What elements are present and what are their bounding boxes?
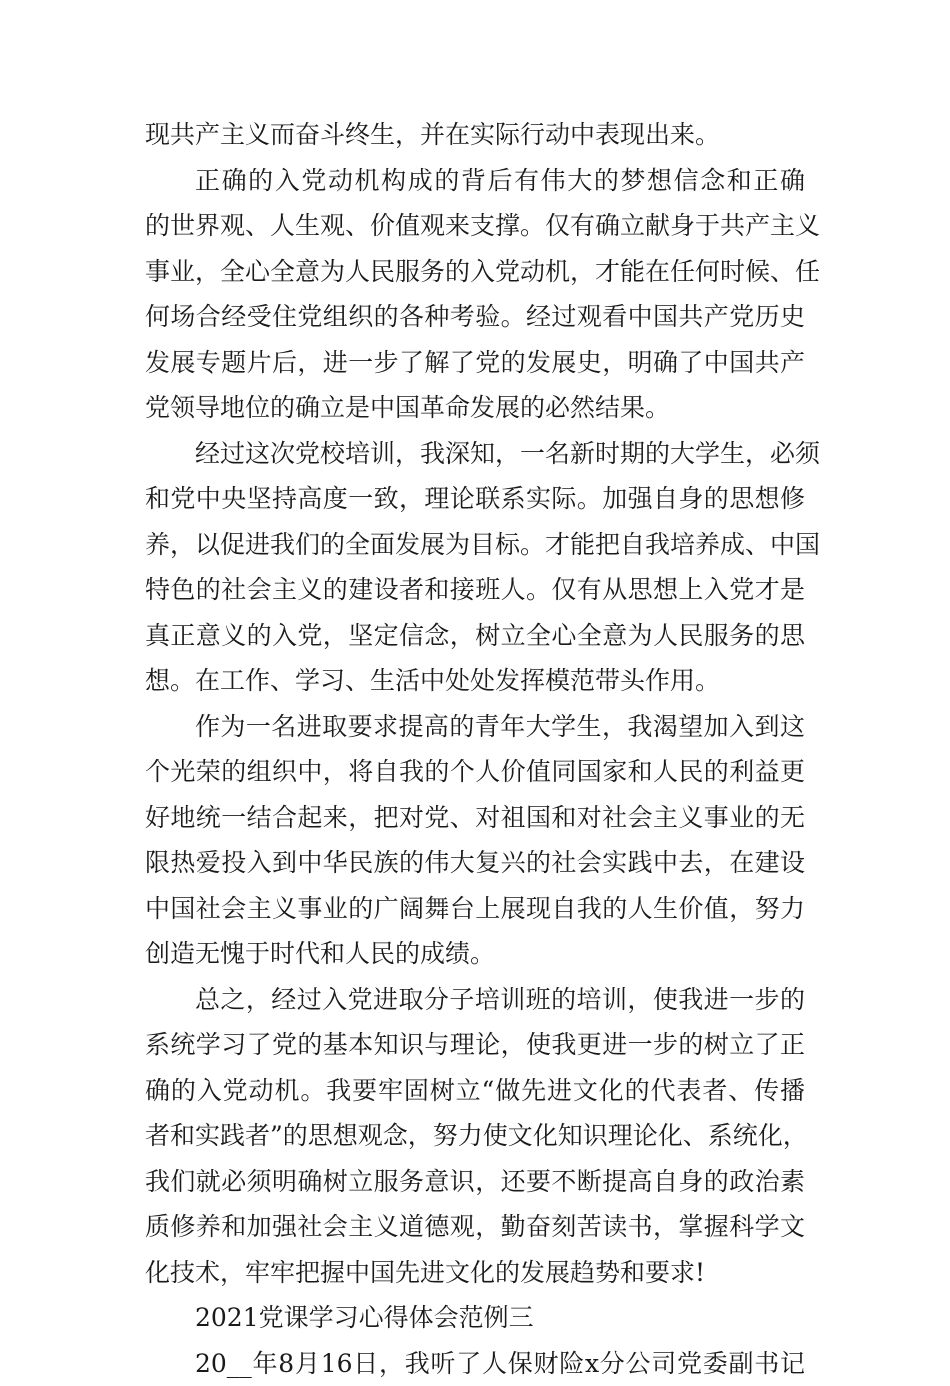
paragraph-training <box>145 431 805 704</box>
text-line: 确的入党动机。我要牢固树立“做先进文化的代表者、传播 <box>145 1068 805 1114</box>
text-line: 养，以促进我们的全面发展为目标。才能把自我培养成、中国 <box>145 522 805 568</box>
text-line: 作为一名进取要求提高的青年大学生，我渴望加入到这 <box>145 704 805 750</box>
text-line: 化技术，牢牢把握中国先进文化的发展趋势和要求! <box>145 1250 805 1296</box>
text-line: 20__年8月16日，我听了人保财险x分公司党委副书记 <box>145 1341 805 1386</box>
text-line: 好地统一结合起来，把对党、对祖国和对社会主义事业的无 <box>145 795 805 841</box>
paragraph-summary <box>145 977 805 1296</box>
text-line: 党领导地位的确立是中国革命发展的必然结果。 <box>145 385 805 431</box>
paragraph-continuation <box>145 112 805 158</box>
text-line: 正确的入党动机构成的背后有伟大的梦想信念和正确 <box>145 158 805 204</box>
text-line: 我们就必须明确树立服务意识，还要不断提高自身的政治素 <box>145 1159 805 1205</box>
text-line: 事业，全心全意为人民服务的入党动机，才能在任何时候、任 <box>145 249 805 295</box>
text-line: 个光荣的组织中，将自我的个人价值同国家和人民的利益更 <box>145 749 805 795</box>
text-line: 限热爱投入到中华民族的伟大复兴的社会实践中去，在建设 <box>145 840 805 886</box>
text-line: 特色的社会主义的建设者和接班人。仅有从思想上入党才是 <box>145 567 805 613</box>
text-line: 者和实践者”的思想观念，努力使文化知识理论化、系统化， <box>145 1113 805 1159</box>
text-line: 经过这次党校培训，我深知，一名新时期的大学生，必须 <box>145 431 805 477</box>
text-line: 总之，经过入党进取分子培训班的培训，使我进一步的 <box>145 977 805 1023</box>
text-line: 质修养和加强社会主义道德观，勤奋刻苦读书，掌握科学文 <box>145 1204 805 1250</box>
subheading-text: 2021党课学习心得体会范例三 <box>195 1295 805 1341</box>
text-line: 和党中央坚持高度一致，理论联系实际。加强自身的思想修 <box>145 476 805 522</box>
section-subheading <box>145 1295 805 1341</box>
text-line: 想。在工作、学习、生活中处处发挥模范带头作用。 <box>145 658 805 704</box>
paragraph-aspiration <box>145 704 805 977</box>
text-line: 现共产主义而奋斗终生，并在实际行动中表现出来。 <box>145 112 805 158</box>
text-line: 中国社会主义事业的广阔舞台上展现自我的人生价值，努力 <box>145 886 805 932</box>
text-line: 的世界观、人生观、价值观来支撑。仅有确立献身于共产主义 <box>145 203 805 249</box>
text-line: 何场合经受住党组织的各种考验。经过观看中国共产党历史 <box>145 294 805 340</box>
paragraph-motivation <box>145 158 805 431</box>
text-line: 真正意义的入党，坚定信念，树立全心全意为人民服务的思 <box>145 613 805 659</box>
text-line: 发展专题片后，进一步了解了党的发展史，明确了中国共产 <box>145 340 805 386</box>
text-line: 系统学习了党的基本知识与理论，使我更进一步的树立了正 <box>145 1022 805 1068</box>
paragraph-next-section <box>145 1341 805 1386</box>
text-line: 创造无愧于时代和人民的成绩。 <box>145 931 805 977</box>
document-body <box>145 112 805 1386</box>
